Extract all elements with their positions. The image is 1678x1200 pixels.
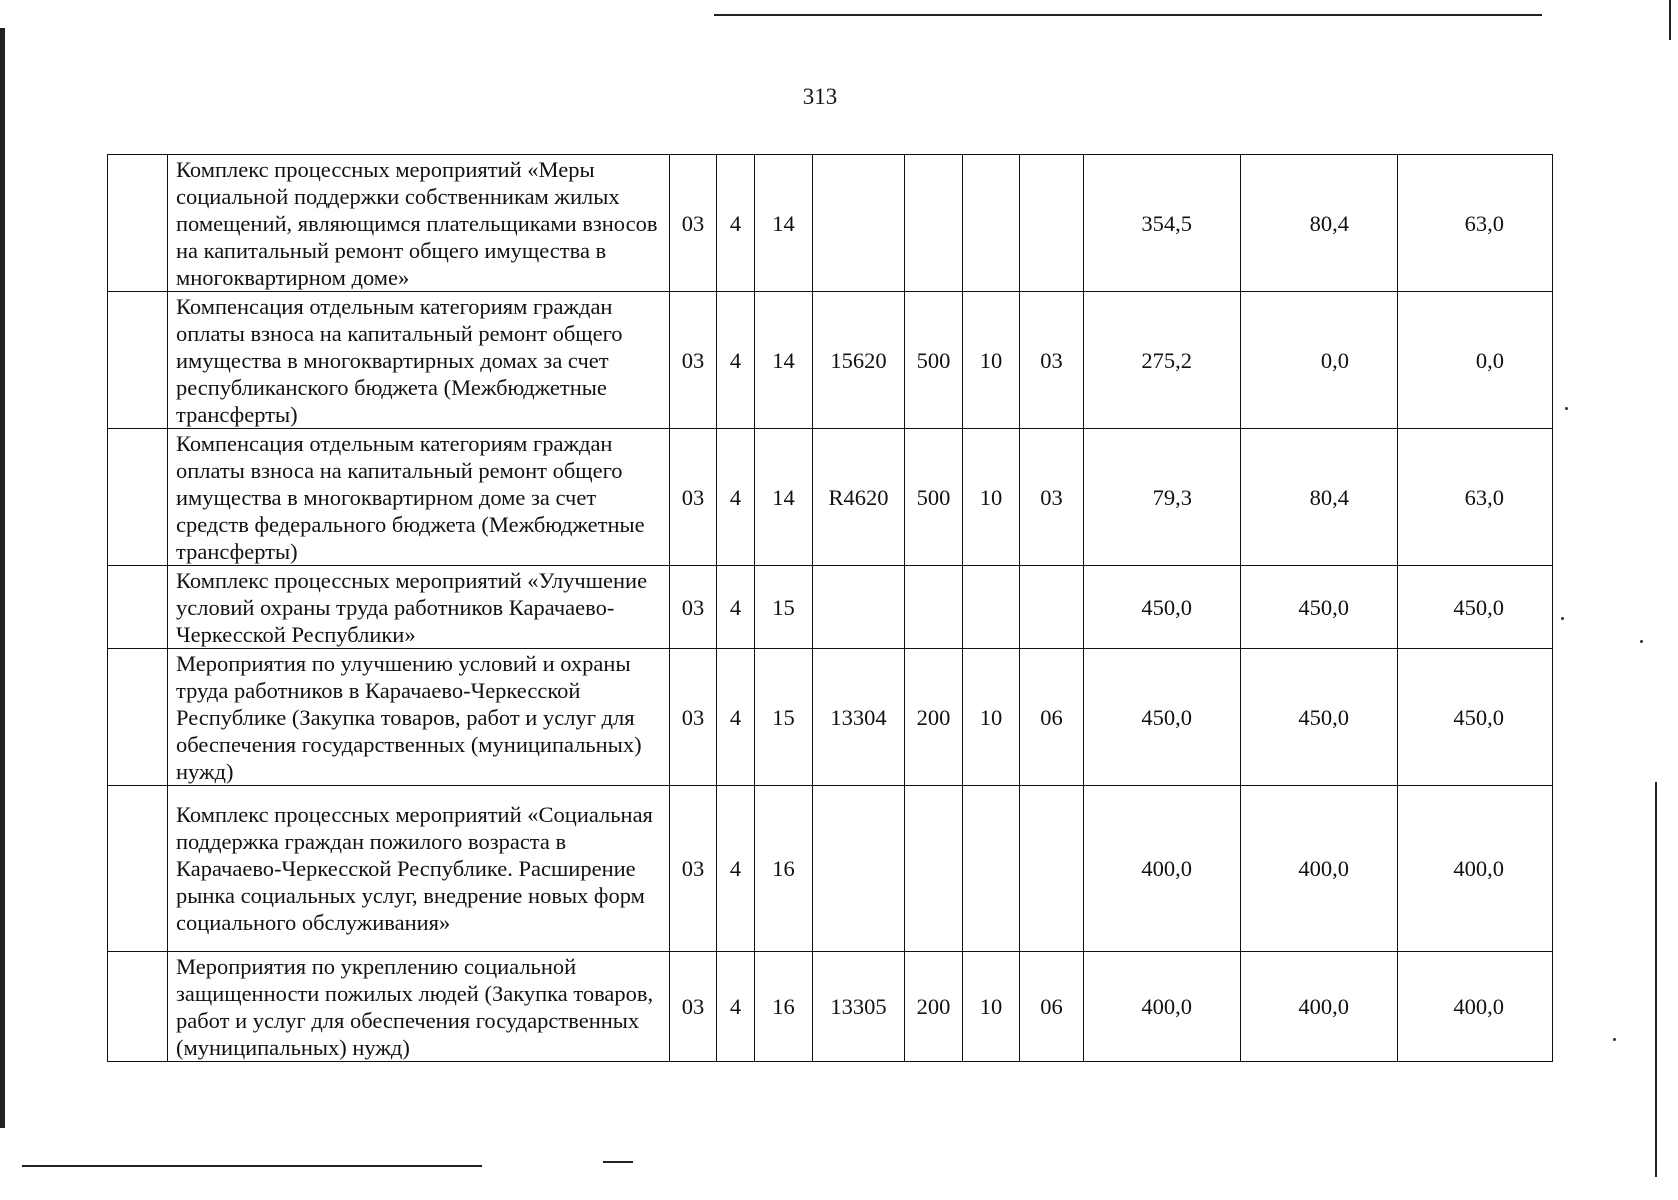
scan-edge-right [1655, 782, 1657, 1177]
row-index-cell [108, 566, 168, 649]
code-cell: 4 [717, 292, 755, 429]
description-cell: Мероприятия по укреплению социальной защищенности пожилых людей (Закупка товаров, работ и услуг для обеспечения государственных (муниципальных) нужд) [168, 952, 670, 1062]
code-cell: 06 [1020, 649, 1084, 786]
value-cell: 400,0 [1241, 952, 1398, 1062]
code-cell: 16 [755, 786, 813, 952]
code-cell: 14 [755, 429, 813, 566]
value-cell: 400,0 [1084, 786, 1241, 952]
code-cell [905, 566, 963, 649]
scan-mark-bottom [603, 1161, 633, 1163]
value-cell: 79,3 [1084, 429, 1241, 566]
value-cell: 400,0 [1084, 952, 1241, 1062]
code-cell: 4 [717, 952, 755, 1062]
code-cell [963, 155, 1020, 292]
value-cell: 0,0 [1398, 292, 1553, 429]
description-cell: Комплекс процессных мероприятий «Меры социальной поддержки собственникам жилых помещений, являющимся плательщиками взносов на капитальный ремонт общего имущества в многоквартирном доме» [168, 155, 670, 292]
code-cell: 03 [670, 155, 717, 292]
code-cell: 4 [717, 649, 755, 786]
table-row [108, 786, 1553, 952]
code-cell: 200 [905, 649, 963, 786]
description-cell: Компенсация отдельным категориям граждан оплаты взноса на капитальный ремонт общего имущества в многоквартирном доме за счет средств федерального бюджета (Межбюджетные трансферты) [168, 429, 670, 566]
code-cell: 14 [755, 292, 813, 429]
code-cell [813, 786, 905, 952]
value-cell: 450,0 [1398, 649, 1553, 786]
code-cell: 10 [963, 649, 1020, 786]
table-row [108, 566, 1553, 649]
code-cell [813, 566, 905, 649]
value-cell: 450,0 [1084, 566, 1241, 649]
description-cell: Комплекс процессных мероприятий «Социальная поддержка граждан пожилого возраста в Карачаево-Черкесской Республике. Расширение рынка социальных услуг, внедрение новых форм социального обслуживания» [168, 786, 670, 952]
code-cell [1020, 155, 1084, 292]
budget-table [107, 154, 1553, 1062]
scan-speck [1561, 617, 1564, 620]
code-cell: 500 [905, 292, 963, 429]
code-cell: 10 [963, 292, 1020, 429]
code-cell: 13305 [813, 952, 905, 1062]
code-cell: 06 [1020, 952, 1084, 1062]
row-index-cell [108, 649, 168, 786]
code-cell: 03 [670, 649, 717, 786]
value-cell: 63,0 [1398, 429, 1553, 566]
code-cell [1020, 786, 1084, 952]
code-cell: 15 [755, 566, 813, 649]
code-cell: 10 [963, 429, 1020, 566]
scan-edge-top [714, 14, 1542, 16]
scan-edge-right-top [1669, 0, 1671, 40]
code-cell: 03 [1020, 429, 1084, 566]
code-cell: 10 [963, 952, 1020, 1062]
code-cell [813, 155, 905, 292]
description-cell: Комплекс процессных мероприятий «Улучшение условий охраны труда работников Карачаево-Черкесской Республики» [168, 566, 670, 649]
description-cell: Компенсация отдельным категориям граждан оплаты взноса на капитальный ремонт общего имущества в многоквартирных домах за счет республиканского бюджета (Межбюджетные трансферты) [168, 292, 670, 429]
code-cell: R4620 [813, 429, 905, 566]
code-cell [905, 786, 963, 952]
row-index-cell [108, 292, 168, 429]
table-row [108, 155, 1553, 292]
code-cell: 4 [717, 566, 755, 649]
code-cell: 03 [670, 429, 717, 566]
row-index-cell [108, 786, 168, 952]
value-cell: 400,0 [1241, 786, 1398, 952]
description-cell: Мероприятия по улучшению условий и охраны труда работников в Карачаево-Черкесской Республике (Закупка товаров, работ и услуг для обеспечения государственных (муниципальных) нужд) [168, 649, 670, 786]
value-cell: 450,0 [1084, 649, 1241, 786]
value-cell: 400,0 [1398, 952, 1553, 1062]
value-cell: 0,0 [1241, 292, 1398, 429]
code-cell [905, 155, 963, 292]
code-cell: 03 [670, 566, 717, 649]
scan-speck [1565, 407, 1568, 410]
value-cell: 80,4 [1241, 429, 1398, 566]
value-cell: 354,5 [1084, 155, 1241, 292]
code-cell: 16 [755, 952, 813, 1062]
value-cell: 400,0 [1398, 786, 1553, 952]
code-cell [963, 786, 1020, 952]
code-cell: 200 [905, 952, 963, 1062]
row-index-cell [108, 429, 168, 566]
code-cell: 03 [670, 952, 717, 1062]
code-cell: 13304 [813, 649, 905, 786]
code-cell: 14 [755, 155, 813, 292]
value-cell: 63,0 [1398, 155, 1553, 292]
table-row [108, 292, 1553, 429]
row-index-cell [108, 155, 168, 292]
code-cell: 03 [670, 786, 717, 952]
code-cell: 03 [1020, 292, 1084, 429]
scan-edge-bottom [22, 1165, 482, 1167]
scan-edge-left [0, 28, 5, 1128]
code-cell: 4 [717, 429, 755, 566]
value-cell: 450,0 [1398, 566, 1553, 649]
code-cell: 4 [717, 786, 755, 952]
code-cell [963, 566, 1020, 649]
code-cell: 15620 [813, 292, 905, 429]
table-row [108, 429, 1553, 566]
page-number: 313 [802, 84, 838, 109]
code-cell [1020, 566, 1084, 649]
value-cell: 275,2 [1084, 292, 1241, 429]
value-cell: 80,4 [1241, 155, 1398, 292]
code-cell: 4 [717, 155, 755, 292]
code-cell: 500 [905, 429, 963, 566]
scan-speck [1640, 640, 1643, 643]
table-row [108, 649, 1553, 786]
row-index-cell [108, 952, 168, 1062]
table-row [108, 952, 1553, 1062]
value-cell: 450,0 [1241, 566, 1398, 649]
scan-speck [1613, 1038, 1616, 1041]
code-cell: 03 [670, 292, 717, 429]
code-cell: 15 [755, 649, 813, 786]
value-cell: 450,0 [1241, 649, 1398, 786]
